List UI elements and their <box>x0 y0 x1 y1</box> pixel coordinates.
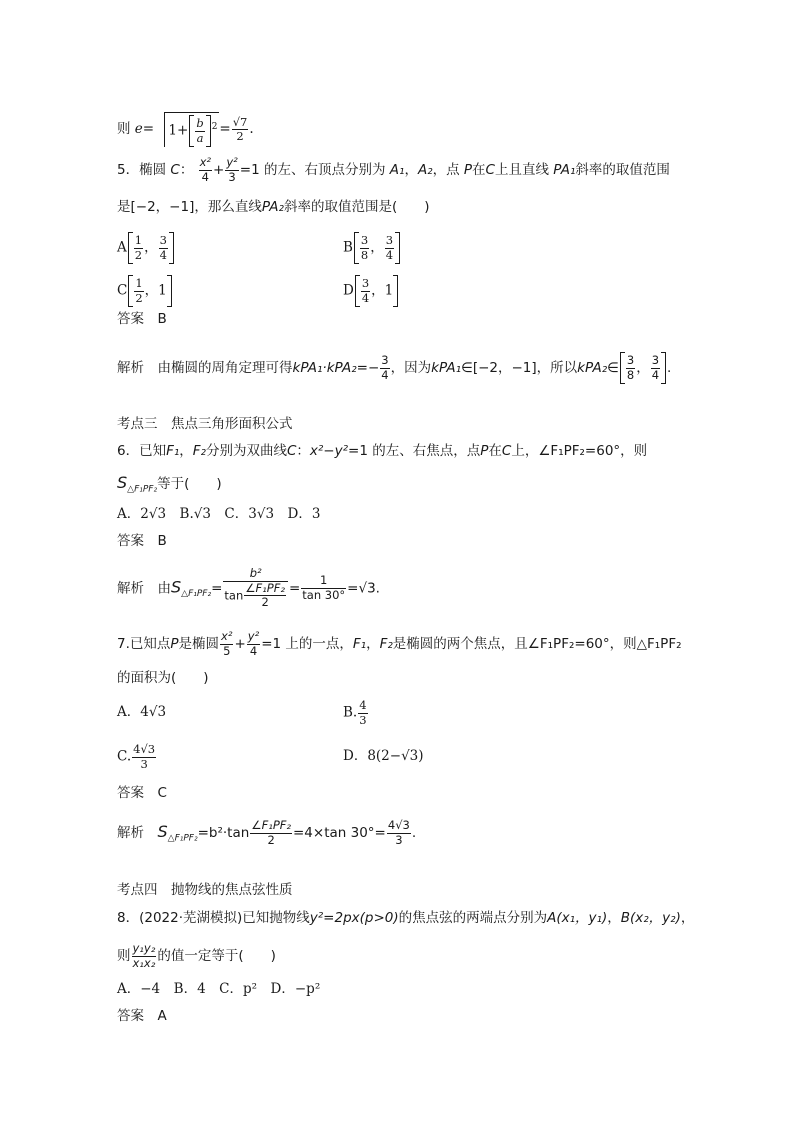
frac-den: 2 <box>261 595 269 609</box>
frac-den: tan 30° <box>302 587 346 602</box>
eq-sign: = <box>211 580 223 597</box>
text: =√3. <box>347 580 380 597</box>
q7-option-b[interactable] <box>343 700 369 726</box>
text: ∈ <box>607 360 619 376</box>
var-S: S <box>157 822 168 841</box>
frac-den: 3 <box>228 169 236 184</box>
comma: ， <box>370 239 384 256</box>
subscript: △F₁PF₂ <box>167 833 198 844</box>
frac <box>361 278 370 304</box>
q7-option-a[interactable]: A．4√3 <box>117 704 167 720</box>
expr: kPA₂ <box>577 360 608 376</box>
q8-answer: 答案 A <box>117 1008 167 1024</box>
text: 斜率的取值范围 <box>575 162 670 178</box>
period: . <box>667 360 672 376</box>
frac-num: 3 <box>381 353 389 367</box>
colon: ： <box>179 162 194 178</box>
bracket-left <box>128 275 133 307</box>
var-F1: F₁ <box>166 443 180 459</box>
frac-den: x₁x₂ <box>132 955 156 970</box>
text: 等于( ) <box>157 476 222 492</box>
var-S: S <box>117 473 128 492</box>
q5-option-b[interactable] <box>343 232 401 264</box>
period: . <box>249 121 254 137</box>
var-C: C <box>286 443 297 459</box>
section-heading-4: 考点四 抛物线的焦点弦性质 <box>117 882 293 898</box>
frac-den: 3 <box>395 832 403 847</box>
option-letter: C <box>117 282 128 299</box>
q5-answer: 答案 B <box>117 311 167 327</box>
bracket-left <box>189 115 194 147</box>
q8-line2 <box>117 943 276 969</box>
bracket-right <box>395 232 400 264</box>
q6-solution <box>117 568 380 609</box>
bracket-left <box>355 275 360 307</box>
eccentricity-line <box>117 112 254 147</box>
comma: ， <box>404 162 418 178</box>
frac-x2-4 <box>199 157 212 183</box>
bracket-right <box>393 275 398 307</box>
option-letter: D <box>343 282 354 299</box>
q7-answer: 答案 C <box>117 785 167 801</box>
q5-label: 5．椭圆 <box>117 162 167 178</box>
expr: kPA₁·kPA₂ <box>292 360 357 376</box>
frac-den: a <box>196 130 204 145</box>
frac-num: x² <box>221 629 233 643</box>
q7-option-d[interactable]: D．8(2−√3) <box>343 748 424 764</box>
frac-num: y₁y₂ <box>132 941 156 955</box>
bracket-left <box>354 232 359 264</box>
text: =− <box>356 360 380 376</box>
text: =4×tan 30°= <box>293 825 386 841</box>
point-B: B(x₂，y₂) <box>620 910 681 926</box>
var-C: C <box>170 162 180 178</box>
sqrt-expression <box>164 112 219 147</box>
option-letter: A <box>117 239 127 256</box>
var-P: P <box>480 443 489 459</box>
comma: ， <box>144 239 158 256</box>
frac-num: x² <box>199 155 212 169</box>
option-letter: B. <box>343 704 358 721</box>
text: 分别为双曲线 <box>205 443 287 459</box>
frac-num: b² <box>223 568 288 582</box>
q7-line2: 的面积为( ) <box>117 670 209 686</box>
frac-num: 4√3 <box>387 818 410 832</box>
q7-solution <box>117 820 416 846</box>
frac-den: 4 <box>385 247 394 262</box>
frac-den: 4 <box>249 643 258 658</box>
text: 的焦点弦的两端点分别为 <box>398 910 548 926</box>
text: =b²·tan <box>197 825 250 841</box>
one-plus: 1+ <box>168 122 189 139</box>
q8-line1 <box>117 908 694 928</box>
frac-num: 3 <box>651 353 660 367</box>
frac <box>626 355 635 381</box>
bracket-right <box>167 275 172 307</box>
frac <box>651 355 660 381</box>
frac-num: 4 <box>359 698 367 712</box>
text: =1 的左、右顶点分别为 <box>239 162 386 178</box>
frac-y1y2-x1x2 <box>132 943 157 969</box>
text: 解析 由 <box>117 580 171 597</box>
frac-den: 8 <box>626 367 635 382</box>
plus: + <box>213 162 225 178</box>
q8-label: 8．(2022·芜湖模拟)已知抛物线 <box>117 910 310 926</box>
bracket-right <box>661 352 666 384</box>
var-e: e <box>134 121 143 137</box>
frac-den: 4 <box>361 290 370 305</box>
frac-num: ∠F₁PF₂ <box>245 580 285 595</box>
frac-angle <box>250 820 292 846</box>
eq-sign: = <box>288 580 301 597</box>
q7-label: 7.已知点 <box>117 636 171 652</box>
frac-num: 1 <box>135 276 143 290</box>
frac <box>358 700 367 726</box>
var-PA1: PA₁ <box>553 162 576 178</box>
frac-num: y² <box>247 629 260 643</box>
text: 斜率的取值范围是( ) <box>283 199 430 215</box>
frac-num: 1 <box>134 233 143 247</box>
comma: ， <box>636 360 650 376</box>
frac-den: 4 <box>381 367 389 382</box>
frac-y2-3 <box>225 157 238 183</box>
comma: ， <box>144 282 159 299</box>
frac-angle <box>244 580 286 609</box>
var-P: P <box>170 636 179 652</box>
frac-y2-4 <box>247 631 260 657</box>
bracket-right <box>169 232 174 264</box>
q7-line1 <box>117 631 682 657</box>
value: 1 <box>158 282 167 299</box>
var-C: C <box>501 443 512 459</box>
tan: tan <box>224 588 244 602</box>
subscript: △F₁PF₂ <box>181 588 212 599</box>
period: . <box>411 825 417 841</box>
frac-b2-tan <box>223 568 288 609</box>
frac-den: 4 <box>201 169 209 184</box>
var-F2: F₂ <box>379 636 393 652</box>
var-C: C <box>485 162 495 178</box>
text: 的值一定等于( ) <box>157 948 276 964</box>
option-letter: B <box>343 239 353 256</box>
frac <box>159 235 168 261</box>
q5-line1 <box>117 157 670 183</box>
text: ，因为 <box>390 360 432 376</box>
frac-den: 4 <box>159 247 167 262</box>
q5-option-c[interactable] <box>117 275 173 307</box>
section-heading-3: 考点三 焦点三角形面积公式 <box>117 416 293 432</box>
value: 1 <box>384 282 394 299</box>
text: =1 上的一点， <box>261 636 353 652</box>
var-A2: A₂ <box>417 162 433 178</box>
frac-den: 5 <box>223 643 231 658</box>
frac-den: 2 <box>134 247 143 262</box>
frac-x2-5 <box>220 631 233 657</box>
frac-den: 2 <box>135 290 143 305</box>
var-PA2: PA₂ <box>261 199 284 215</box>
comma: ， <box>607 910 621 926</box>
frac <box>132 744 156 770</box>
q6-answer: 答案 B <box>117 533 167 549</box>
frac-sqrt7-2 <box>232 114 249 143</box>
frac-num: y² <box>226 155 238 169</box>
text-then: 则 <box>117 121 131 137</box>
frac-num: √7 <box>232 114 248 129</box>
frac <box>360 235 369 261</box>
eq-sign-2: = <box>219 121 231 137</box>
colon: ： <box>296 443 310 459</box>
frac-num: ∠F₁PF₂ <box>251 818 291 832</box>
frac <box>134 278 143 304</box>
text: =1 的左、右焦点，点 <box>348 443 481 459</box>
bracket-left <box>128 232 133 264</box>
option-letter: C. <box>117 748 132 765</box>
var-S: S <box>171 577 182 597</box>
frac-num: b <box>196 116 204 130</box>
text: ， <box>680 910 695 926</box>
comma: ， <box>371 282 385 299</box>
bracket-left <box>620 352 625 384</box>
plus: + <box>234 636 246 652</box>
text: 是椭圆的两个焦点，且∠F₁PF₂=60°，则△F₁PF₂ <box>392 636 682 652</box>
text: 解析 <box>117 825 158 841</box>
frac-den: 4 <box>651 367 660 382</box>
q5-option-d[interactable] <box>343 275 399 307</box>
frac-num: 3 <box>385 233 394 247</box>
frac-num: 1 <box>301 575 346 589</box>
frac-den: 2 <box>236 129 244 143</box>
var-F1: F₁ <box>352 636 367 652</box>
frac-den: 3 <box>140 756 148 771</box>
frac-num: 3 <box>361 276 370 290</box>
comma: ， <box>366 636 380 652</box>
text: 是椭圆 <box>178 636 220 652</box>
q8-options[interactable]: A．−4 B．4 C．p² D．−p² <box>117 981 321 997</box>
text: ∈[−2，−1]，所以 <box>461 360 578 376</box>
frac-num: 3 <box>626 353 635 367</box>
var-F2: F₂ <box>192 443 206 459</box>
equation: y²=2px(p>0) <box>309 910 399 926</box>
point-A: A(x₁，y₁) <box>547 910 608 926</box>
text: 解析 由椭圆的周角定理可得 <box>117 360 293 376</box>
frac-num: 3 <box>159 233 167 247</box>
q7-option-c[interactable] <box>117 744 157 770</box>
frac <box>134 235 143 261</box>
frac-result <box>387 820 411 846</box>
q6-label: 6．已知 <box>117 443 167 459</box>
var-A1: A₁ <box>389 162 405 178</box>
frac-den: 3 <box>359 712 367 727</box>
text: ，点 <box>432 162 460 178</box>
frac-num: 4√3 <box>133 742 156 756</box>
text: 上，∠F₁PF₂=60°，则 <box>511 443 648 459</box>
bracket-right <box>206 115 211 147</box>
var-P: P <box>463 162 473 178</box>
sup-2: 2 <box>211 122 218 132</box>
frac-1-tan30 <box>301 575 346 601</box>
q5-option-a[interactable] <box>117 232 175 264</box>
q6-line2 <box>117 473 222 494</box>
frac-den: 8 <box>360 247 369 262</box>
text: 上且直线 <box>494 162 549 178</box>
frac-b-a <box>195 118 204 144</box>
text: 则 <box>117 948 131 964</box>
subscript: △F₁PF₂ <box>127 484 158 495</box>
q6-line1 <box>117 441 647 461</box>
frac-den: 2 <box>267 832 275 847</box>
q6-options[interactable]: A．2√3 B.√3 C．3√3 D．3 <box>117 506 321 522</box>
frac <box>385 235 394 261</box>
text: 在 <box>488 443 502 459</box>
eq-sign: = <box>142 121 155 137</box>
equation: x²−y² <box>309 443 349 459</box>
frac <box>380 355 389 381</box>
q5-solution <box>117 352 671 384</box>
q5-line2 <box>117 197 430 217</box>
expr: kPA₁ <box>431 360 462 376</box>
comma: ， <box>179 443 193 459</box>
text: 是[−2，−1]，那么直线 <box>117 199 262 215</box>
frac-num: 3 <box>360 233 369 247</box>
text: 在 <box>472 162 486 178</box>
